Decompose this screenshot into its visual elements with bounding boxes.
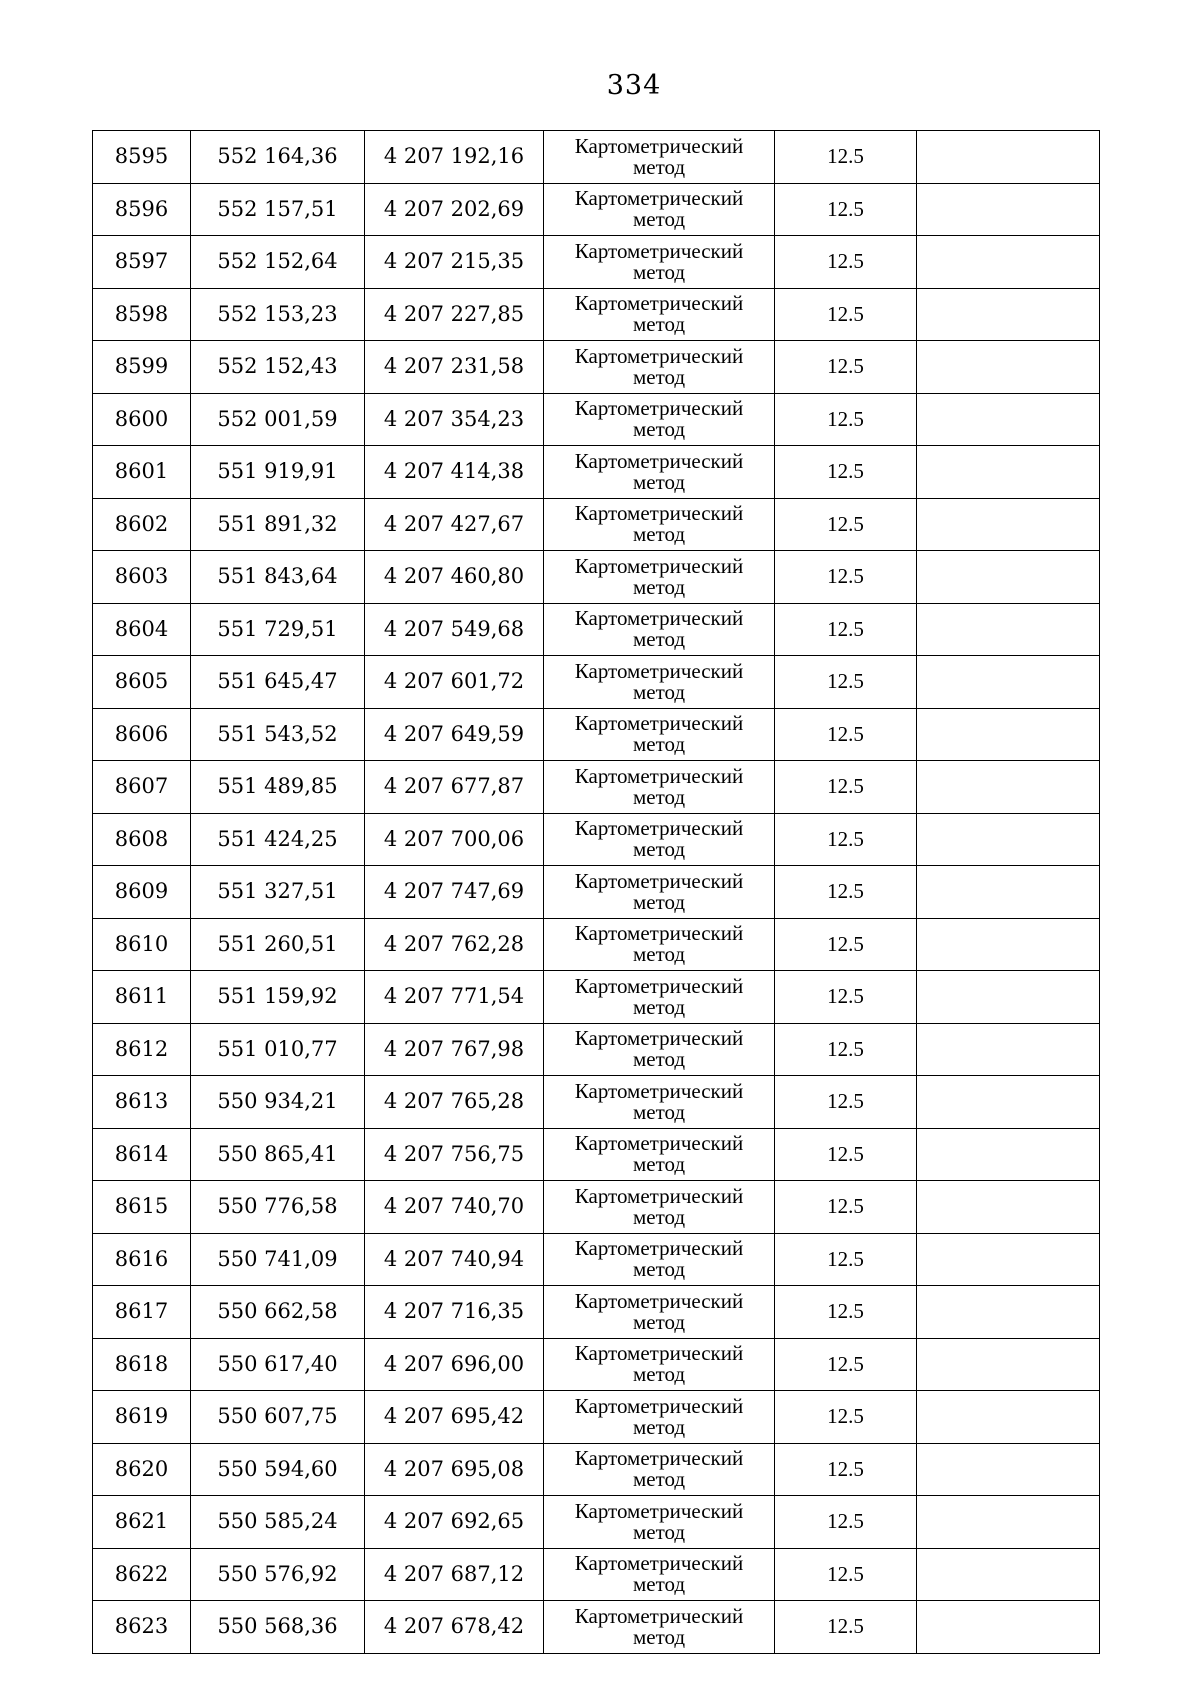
table-row	[93, 708, 1100, 761]
note-cell	[917, 1286, 1100, 1339]
accuracy-cell: 12.5	[775, 866, 917, 919]
method-line-2: метод	[632, 1519, 686, 1544]
method-line-1: Картометрический	[574, 1393, 744, 1418]
y-coordinate-cell: 4 207 771,54	[365, 971, 544, 1024]
y-coordinate-cell: 4 207 227,85	[365, 288, 544, 341]
note-cell	[917, 498, 1100, 551]
point-number-cell: 8606	[93, 708, 191, 761]
method-line-2: метод	[632, 574, 686, 599]
method-line-2: метод	[632, 1414, 686, 1439]
method-line-1: Картометрический	[574, 1551, 744, 1576]
accuracy-cell: 12.5	[775, 708, 917, 761]
method-cell	[544, 1443, 775, 1496]
accuracy-cell: 12.5	[775, 1181, 917, 1234]
y-coordinate-cell: 4 207 756,75	[365, 1128, 544, 1181]
method-line-2: метод	[632, 732, 686, 757]
method-line-1: Картометрический	[574, 448, 744, 473]
y-coordinate-cell: 4 207 354,23	[365, 393, 544, 446]
table-row	[93, 1391, 1100, 1444]
accuracy-cell: 12.5	[775, 813, 917, 866]
y-coordinate-cell: 4 207 202,69	[365, 183, 544, 236]
y-coordinate-cell: 4 207 460,80	[365, 551, 544, 604]
method-line-2: метод	[632, 837, 686, 862]
page-number: 334	[606, 70, 662, 101]
y-coordinate-cell: 4 207 649,59	[365, 708, 544, 761]
method-line-1: Картометрический	[574, 553, 744, 578]
method-cell	[544, 1181, 775, 1234]
accuracy-cell: 12.5	[775, 236, 917, 289]
accuracy-cell: 12.5	[775, 551, 917, 604]
point-number-cell: 8608	[93, 813, 191, 866]
x-coordinate-cell: 550 865,41	[191, 1128, 365, 1181]
x-coordinate-cell: 550 934,21	[191, 1076, 365, 1129]
method-line-2: метод	[632, 207, 686, 232]
note-cell	[917, 1181, 1100, 1234]
method-line-1: Картометрический	[574, 763, 744, 788]
method-line-1: Картометрический	[574, 133, 744, 158]
method-line-1: Картометрический	[574, 396, 744, 421]
accuracy-cell: 12.5	[775, 183, 917, 236]
method-line-2: метод	[632, 312, 686, 337]
method-line-2: метод	[632, 1047, 686, 1072]
method-line-2: метод	[632, 1152, 686, 1177]
accuracy-cell: 12.5	[775, 918, 917, 971]
point-number-cell: 8614	[93, 1128, 191, 1181]
table-row	[93, 1023, 1100, 1076]
note-cell	[917, 1443, 1100, 1496]
point-number-cell: 8607	[93, 761, 191, 814]
note-cell	[917, 761, 1100, 814]
method-line-1: Картометрический	[574, 1603, 744, 1628]
point-number-cell: 8602	[93, 498, 191, 551]
method-line-1: Картометрический	[574, 816, 744, 841]
table-row	[93, 131, 1100, 184]
point-number-cell: 8596	[93, 183, 191, 236]
method-line-1: Картометрический	[574, 291, 744, 316]
method-line-1: Картометрический	[574, 1131, 744, 1156]
method-line-2: метод	[632, 942, 686, 967]
x-coordinate-cell: 551 729,51	[191, 603, 365, 656]
accuracy-cell: 12.5	[775, 656, 917, 709]
method-cell	[544, 1286, 775, 1339]
method-line-1: Картометрический	[574, 343, 744, 368]
method-cell	[544, 1548, 775, 1601]
method-line-1: Картометрический	[574, 1236, 744, 1261]
method-cell	[544, 603, 775, 656]
method-cell	[544, 761, 775, 814]
note-cell	[917, 971, 1100, 1024]
method-cell	[544, 288, 775, 341]
x-coordinate-cell: 550 741,09	[191, 1233, 365, 1286]
table-row	[93, 1128, 1100, 1181]
method-line-1: Картометрический	[574, 1288, 744, 1313]
accuracy-cell: 12.5	[775, 1443, 917, 1496]
x-coordinate-cell: 552 153,23	[191, 288, 365, 341]
point-number-cell: 8600	[93, 393, 191, 446]
method-line-1: Картометрический	[574, 1498, 744, 1523]
x-coordinate-cell: 552 157,51	[191, 183, 365, 236]
method-line-1: Картометрический	[574, 186, 744, 211]
point-number-cell: 8611	[93, 971, 191, 1024]
table-row	[93, 498, 1100, 551]
note-cell	[917, 813, 1100, 866]
x-coordinate-cell: 551 159,92	[191, 971, 365, 1024]
x-coordinate-cell: 550 585,24	[191, 1496, 365, 1549]
method-cell	[544, 183, 775, 236]
method-cell	[544, 813, 775, 866]
table-row	[93, 341, 1100, 394]
y-coordinate-cell: 4 207 767,98	[365, 1023, 544, 1076]
accuracy-cell: 12.5	[775, 1601, 917, 1654]
x-coordinate-cell: 551 891,32	[191, 498, 365, 551]
note-cell	[917, 1601, 1100, 1654]
note-cell	[917, 1233, 1100, 1286]
accuracy-cell: 12.5	[775, 446, 917, 499]
accuracy-cell: 12.5	[775, 131, 917, 184]
point-number-cell: 8621	[93, 1496, 191, 1549]
method-line-1: Картометрический	[574, 501, 744, 526]
table-row	[93, 183, 1100, 236]
note-cell	[917, 551, 1100, 604]
x-coordinate-cell: 551 489,85	[191, 761, 365, 814]
method-line-2: метод	[632, 469, 686, 494]
method-cell	[544, 1128, 775, 1181]
accuracy-cell: 12.5	[775, 1076, 917, 1129]
method-cell	[544, 1496, 775, 1549]
x-coordinate-cell: 551 260,51	[191, 918, 365, 971]
y-coordinate-cell: 4 207 695,42	[365, 1391, 544, 1444]
x-coordinate-cell: 551 919,91	[191, 446, 365, 499]
table-row	[93, 1181, 1100, 1234]
y-coordinate-cell: 4 207 192,16	[365, 131, 544, 184]
table-row	[93, 1601, 1100, 1654]
point-number-cell: 8605	[93, 656, 191, 709]
table-row	[93, 236, 1100, 289]
y-coordinate-cell: 4 207 677,87	[365, 761, 544, 814]
x-coordinate-cell: 551 424,25	[191, 813, 365, 866]
note-cell	[917, 1548, 1100, 1601]
point-number-cell: 8618	[93, 1338, 191, 1391]
x-coordinate-cell: 550 662,58	[191, 1286, 365, 1339]
method-line-1: Картометрический	[574, 1078, 744, 1103]
method-line-2: метод	[632, 994, 686, 1019]
y-coordinate-cell: 4 207 215,35	[365, 236, 544, 289]
table-row	[93, 551, 1100, 604]
x-coordinate-cell: 552 152,43	[191, 341, 365, 394]
method-line-2: метод	[632, 1362, 686, 1387]
note-cell	[917, 866, 1100, 919]
point-number-cell: 8599	[93, 341, 191, 394]
x-coordinate-cell: 551 843,64	[191, 551, 365, 604]
table-row	[93, 761, 1100, 814]
y-coordinate-cell: 4 207 716,35	[365, 1286, 544, 1339]
note-cell	[917, 131, 1100, 184]
x-coordinate-cell: 550 617,40	[191, 1338, 365, 1391]
table-row	[93, 1496, 1100, 1549]
accuracy-cell: 12.5	[775, 288, 917, 341]
method-cell	[544, 866, 775, 919]
table-row	[93, 1233, 1100, 1286]
point-number-cell: 8623	[93, 1601, 191, 1654]
table-row	[93, 603, 1100, 656]
method-line-2: метод	[632, 1624, 686, 1649]
note-cell	[917, 708, 1100, 761]
note-cell	[917, 446, 1100, 499]
table-row	[93, 1338, 1100, 1391]
method-cell	[544, 1023, 775, 1076]
method-cell	[544, 918, 775, 971]
accuracy-cell: 12.5	[775, 1023, 917, 1076]
method-line-2: метод	[632, 1099, 686, 1124]
method-line-2: метод	[632, 364, 686, 389]
y-coordinate-cell: 4 207 696,00	[365, 1338, 544, 1391]
point-number-cell: 8609	[93, 866, 191, 919]
table-row	[93, 1443, 1100, 1496]
point-number-cell: 8622	[93, 1548, 191, 1601]
coordinates-table-body	[93, 131, 1100, 1654]
accuracy-cell: 12.5	[775, 341, 917, 394]
y-coordinate-cell: 4 207 678,42	[365, 1601, 544, 1654]
coordinates-table	[92, 130, 1100, 1654]
table-row	[93, 393, 1100, 446]
x-coordinate-cell: 551 543,52	[191, 708, 365, 761]
point-number-cell: 8597	[93, 236, 191, 289]
method-line-1: Картометрический	[574, 973, 744, 998]
method-line-1: Картометрический	[574, 606, 744, 631]
method-cell	[544, 971, 775, 1024]
method-line-1: Картометрический	[574, 658, 744, 683]
method-cell	[544, 1233, 775, 1286]
method-cell	[544, 551, 775, 604]
method-line-2: метод	[632, 522, 686, 547]
note-cell	[917, 1391, 1100, 1444]
note-cell	[917, 341, 1100, 394]
method-line-1: Картометрический	[574, 1341, 744, 1366]
y-coordinate-cell: 4 207 414,38	[365, 446, 544, 499]
method-cell	[544, 708, 775, 761]
accuracy-cell: 12.5	[775, 761, 917, 814]
accuracy-cell: 12.5	[775, 1128, 917, 1181]
point-number-cell: 8619	[93, 1391, 191, 1444]
method-line-1: Картометрический	[574, 711, 744, 736]
y-coordinate-cell: 4 207 549,68	[365, 603, 544, 656]
method-cell	[544, 393, 775, 446]
note-cell	[917, 236, 1100, 289]
method-line-1: Картометрический	[574, 921, 744, 946]
method-line-2: метод	[632, 1309, 686, 1334]
method-line-2: метод	[632, 1204, 686, 1229]
x-coordinate-cell: 551 327,51	[191, 866, 365, 919]
table-row	[93, 866, 1100, 919]
y-coordinate-cell: 4 207 740,94	[365, 1233, 544, 1286]
y-coordinate-cell: 4 207 700,06	[365, 813, 544, 866]
method-line-2: метод	[632, 417, 686, 442]
method-cell	[544, 1076, 775, 1129]
method-line-1: Картометрический	[574, 1446, 744, 1471]
y-coordinate-cell: 4 207 762,28	[365, 918, 544, 971]
note-cell	[917, 1023, 1100, 1076]
accuracy-cell: 12.5	[775, 1286, 917, 1339]
method-line-2: метод	[632, 627, 686, 652]
method-line-2: метод	[632, 259, 686, 284]
point-number-cell: 8598	[93, 288, 191, 341]
y-coordinate-cell: 4 207 747,69	[365, 866, 544, 919]
y-coordinate-cell: 4 207 601,72	[365, 656, 544, 709]
y-coordinate-cell: 4 207 765,28	[365, 1076, 544, 1129]
note-cell	[917, 603, 1100, 656]
method-cell	[544, 1338, 775, 1391]
point-number-cell: 8616	[93, 1233, 191, 1286]
note-cell	[917, 1496, 1100, 1549]
note-cell	[917, 1338, 1100, 1391]
method-line-2: метод	[632, 154, 686, 179]
method-line-2: метод	[632, 784, 686, 809]
table-row	[93, 1286, 1100, 1339]
point-number-cell: 8603	[93, 551, 191, 604]
method-line-1: Картометрический	[574, 238, 744, 263]
method-cell	[544, 498, 775, 551]
table-row	[93, 971, 1100, 1024]
y-coordinate-cell: 4 207 687,12	[365, 1548, 544, 1601]
accuracy-cell: 12.5	[775, 603, 917, 656]
point-number-cell: 8595	[93, 131, 191, 184]
method-line-1: Картометрический	[574, 868, 744, 893]
point-number-cell: 8615	[93, 1181, 191, 1234]
note-cell	[917, 1128, 1100, 1181]
point-number-cell: 8601	[93, 446, 191, 499]
accuracy-cell: 12.5	[775, 1233, 917, 1286]
method-line-1: Картометрический	[574, 1183, 744, 1208]
point-number-cell: 8620	[93, 1443, 191, 1496]
method-cell	[544, 1601, 775, 1654]
x-coordinate-cell: 550 607,75	[191, 1391, 365, 1444]
accuracy-cell: 12.5	[775, 1548, 917, 1601]
method-line-1: Картометрический	[574, 1026, 744, 1051]
accuracy-cell: 12.5	[775, 1391, 917, 1444]
note-cell	[917, 183, 1100, 236]
x-coordinate-cell: 551 645,47	[191, 656, 365, 709]
accuracy-cell: 12.5	[775, 971, 917, 1024]
table-row	[93, 918, 1100, 971]
y-coordinate-cell: 4 207 692,65	[365, 1496, 544, 1549]
y-coordinate-cell: 4 207 740,70	[365, 1181, 544, 1234]
method-line-2: метод	[632, 1572, 686, 1597]
note-cell	[917, 656, 1100, 709]
method-cell	[544, 341, 775, 394]
x-coordinate-cell: 550 776,58	[191, 1181, 365, 1234]
method-line-2: метод	[632, 1467, 686, 1492]
method-line-2: метод	[632, 679, 686, 704]
accuracy-cell: 12.5	[775, 1496, 917, 1549]
note-cell	[917, 288, 1100, 341]
note-cell	[917, 918, 1100, 971]
method-line-2: метод	[632, 889, 686, 914]
method-cell	[544, 656, 775, 709]
method-cell	[544, 446, 775, 499]
note-cell	[917, 393, 1100, 446]
x-coordinate-cell: 552 001,59	[191, 393, 365, 446]
method-cell	[544, 236, 775, 289]
point-number-cell: 8613	[93, 1076, 191, 1129]
table-row	[93, 288, 1100, 341]
table-row	[93, 813, 1100, 866]
y-coordinate-cell: 4 207 231,58	[365, 341, 544, 394]
table-row	[93, 446, 1100, 499]
x-coordinate-cell: 551 010,77	[191, 1023, 365, 1076]
point-number-cell: 8612	[93, 1023, 191, 1076]
table-row	[93, 656, 1100, 709]
table-row	[93, 1076, 1100, 1129]
point-number-cell: 8610	[93, 918, 191, 971]
x-coordinate-cell: 552 152,64	[191, 236, 365, 289]
method-line-2: метод	[632, 1257, 686, 1282]
x-coordinate-cell: 552 164,36	[191, 131, 365, 184]
method-cell	[544, 1391, 775, 1444]
accuracy-cell: 12.5	[775, 498, 917, 551]
note-cell	[917, 1076, 1100, 1129]
y-coordinate-cell: 4 207 427,67	[365, 498, 544, 551]
x-coordinate-cell: 550 594,60	[191, 1443, 365, 1496]
method-cell	[544, 131, 775, 184]
accuracy-cell: 12.5	[775, 1338, 917, 1391]
x-coordinate-cell: 550 576,92	[191, 1548, 365, 1601]
point-number-cell: 8604	[93, 603, 191, 656]
y-coordinate-cell: 4 207 695,08	[365, 1443, 544, 1496]
x-coordinate-cell: 550 568,36	[191, 1601, 365, 1654]
table-row	[93, 1548, 1100, 1601]
accuracy-cell: 12.5	[775, 393, 917, 446]
point-number-cell: 8617	[93, 1286, 191, 1339]
